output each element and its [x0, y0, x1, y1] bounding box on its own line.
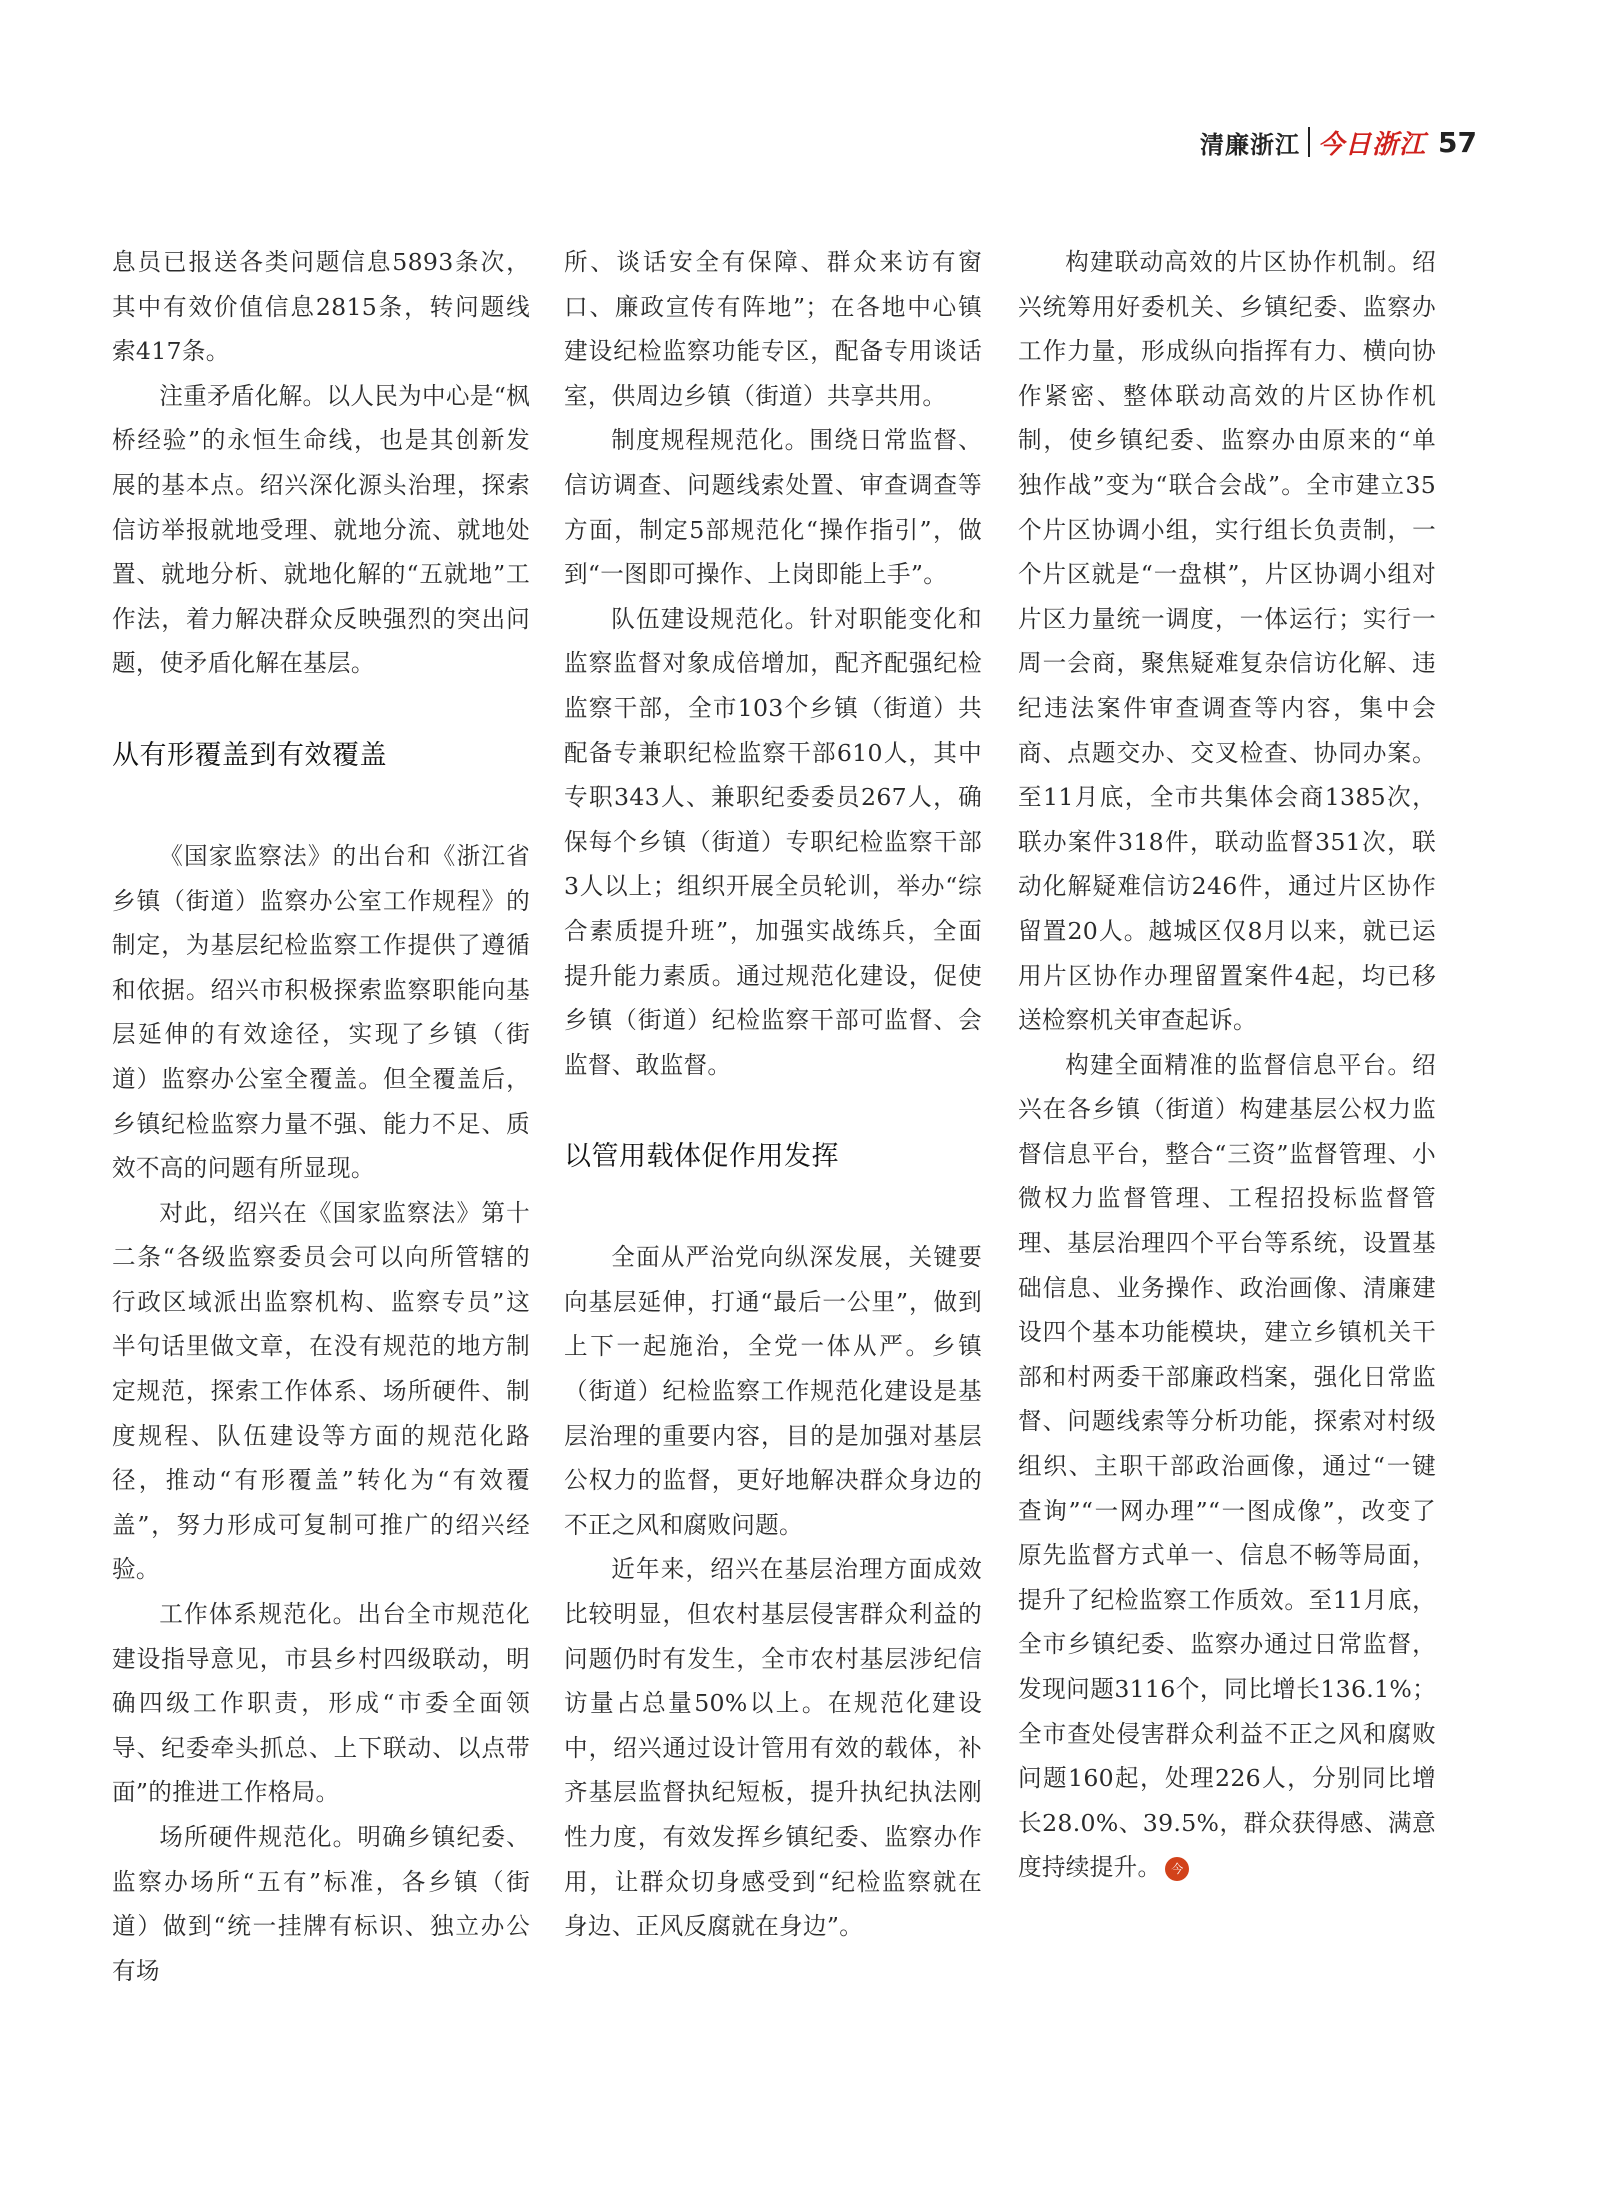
paragraph-text: 构建全面精准的监督信息平台。绍兴在各乡镇（街道）构建基层公权力监督信息平台，整合“三资”监督管理、小微权力监督管理、工程招投标监督管理、基层治理四个平台等系统，设置基础信息、业务操作、政治画像、清廉建设四个基本功能模块，建立乡镇机关干部和村两委干部廉政档案，强化日常监督、问题线索等分析功能，探索对村级组织、主职干部政治画像，通过“一键查询”“一网办理”“一图成像”，改变了原先监督方式单一、信息不畅等局面，提升了纪检监察工作质效。至11月底，全市乡镇纪委、监察办通过日常监督，发现问题3116个，同比增长136.1%；全市查处侵害群众利益不正之风和腐败问题160起，处理226人，分别同比增长28.0%、39.5%，群众获得感、满意度持续提升。	[1018, 1050, 1436, 1882]
paragraph: 所、谈话安全有保障、群众来访有窗口、廉政宣传有阵地”；在各地中心镇建设纪检监察功能专区，配备专用谈话室，供周边乡镇（街道）共享共用。	[564, 248, 982, 410]
paragraph: 对此，绍兴在《国家监察法》第十二条“各级监察委员会可以向所管辖的行政区域派出监察机构、监察专员”这半句话里做文章，在没有规范的地方制定规范，探索工作体系、场所硬件、制度规程、队伍建设等方面的规范化路径，推动“有形覆盖”转化为“有效覆盖”，努力形成可复制可推广的绍兴经验。	[112, 1198, 530, 1584]
paragraph: 制度规程规范化。围绕日常监督、信访调查、问题线索处置、审查调查等方面，制定5部规范化“操作指引”，做到“一图即可操作、上岗即能上手”。	[564, 426, 982, 589]
page-header	[1200, 120, 1477, 164]
paragraph: 构建联动高效的片区协作机制。绍兴统筹用好委机关、乡镇纪委、监察办工作力量，形成纵向指挥有力、横向协作紧密、整体联动高效的片区协作机制，使乡镇纪委、监察办由原来的“单独作战”变为“联合会战”。全市建立35个片区协调小组，实行组长负责制，一个片区就是“一盘棋”，片区协调小组对片区力量统一调度，一体运行；实行一周一会商，聚焦疑难复杂信访化解、违纪违法案件审查调查等内容，集中会商、点题交办、交叉检查、协同办案。至11月底，全市共集体会商1385次，联办案件318件，联动监督351次，联动化解疑难信访246件，通过片区协作留置20人。越城区仅8月以来，就已运用片区协作办理留置案件4起，均已移送检察机关审查起诉。	[1018, 248, 1436, 1035]
page-number: 57	[1438, 125, 1477, 159]
paragraph: 息员已报送各类问题信息5893条次，其中有效价值信息2815条，转问题线索417条。	[112, 248, 530, 366]
header-divider	[1308, 127, 1310, 157]
paragraph: 队伍建设规范化。针对职能变化和监察监督对象成倍增加，配齐配强纪检监察干部，全市103个乡镇（街道）共配备专兼职纪检监察干部610人，其中专职343人、兼职纪委委员267人，确保每个乡镇（街道）专职纪检监察干部3人以上；组织开展全员轮训，举办“综合素质提升班”，加强实战练兵，全面提升能力素质。通过规范化建设，促使乡镇（街道）纪检监察干部可监督、会监督、敢监督。	[564, 604, 982, 1079]
paragraph: 工作体系规范化。出台全市规范化建设指导意见，市县乡村四级联动，明确四级工作职责，形成“市委全面领导、纪委牵头抓总、上下联动、以点带面”的推进工作格局。	[112, 1600, 530, 1807]
paragraph: 近年来，绍兴在基层治理方面成效比较明显，但农村基层侵害群众利益的问题仍时有发生，全市农村基层涉纪信访量占总量50%以上。在规范化建设中，绍兴通过设计管用有效的载体，补齐基层监督执纪短板，提升执纪执法刚性力度，有效发挥乡镇纪委、监察办作用，让群众切身感受到“纪检监察就在身边、正风反腐就在身边”。	[564, 1555, 982, 1941]
paragraph: 《国家监察法》的出台和《浙江省乡镇（街道）监察办公室工作规程》的制定，为基层纪检监察工作提供了遵循和依据。绍兴市积极探索监察职能向基层延伸的有效途径，实现了乡镇（街道）监察办公室全覆盖。但全覆盖后，乡镇纪检监察力量不强、能力不足、质效不高的问题有所显现。	[112, 841, 530, 1183]
paragraph: 全面从严治党向纵深发展，关键要向基层延伸，打通“最后一公里”，做到上下一起施治，全党一体从严。乡镇（街道）纪检监察工作规范化建设是基层治理的重要内容，目的是加强对基层公权力的监督，更好地解决群众身边的不正之风和腐败问题。	[564, 1243, 982, 1539]
column-middle	[564, 240, 982, 1949]
column-right	[1018, 240, 1436, 1890]
paragraph: 场所硬件规范化。明确乡镇纪委、监察办场所“五有”标准，各乡镇（街道）做到“统一挂牌有标识、独立办公有场	[112, 1823, 530, 1985]
end-mark-icon: 今	[1165, 1857, 1189, 1881]
magazine-logo: 今日浙江	[1318, 129, 1427, 160]
paragraph	[1018, 1043, 1436, 1890]
paragraph: 注重矛盾化解。以人民为中心是“枫桥经验”的永恒生命线，也是其创新发展的基本点。绍兴深化源头治理，探索信访举报就地受理、就地分流、就地处置、就地分析、就地化解的“五就地”工作法，着力解决群众反映强烈的突出问题，使矛盾化解在基层。	[112, 381, 530, 678]
section-heading: 从有形覆盖到有效覆盖	[112, 739, 387, 771]
section-heading: 以管用载体促作用发挥	[564, 1141, 839, 1173]
section-title: 清廉浙江	[1200, 130, 1301, 159]
column-left	[112, 240, 530, 1993]
